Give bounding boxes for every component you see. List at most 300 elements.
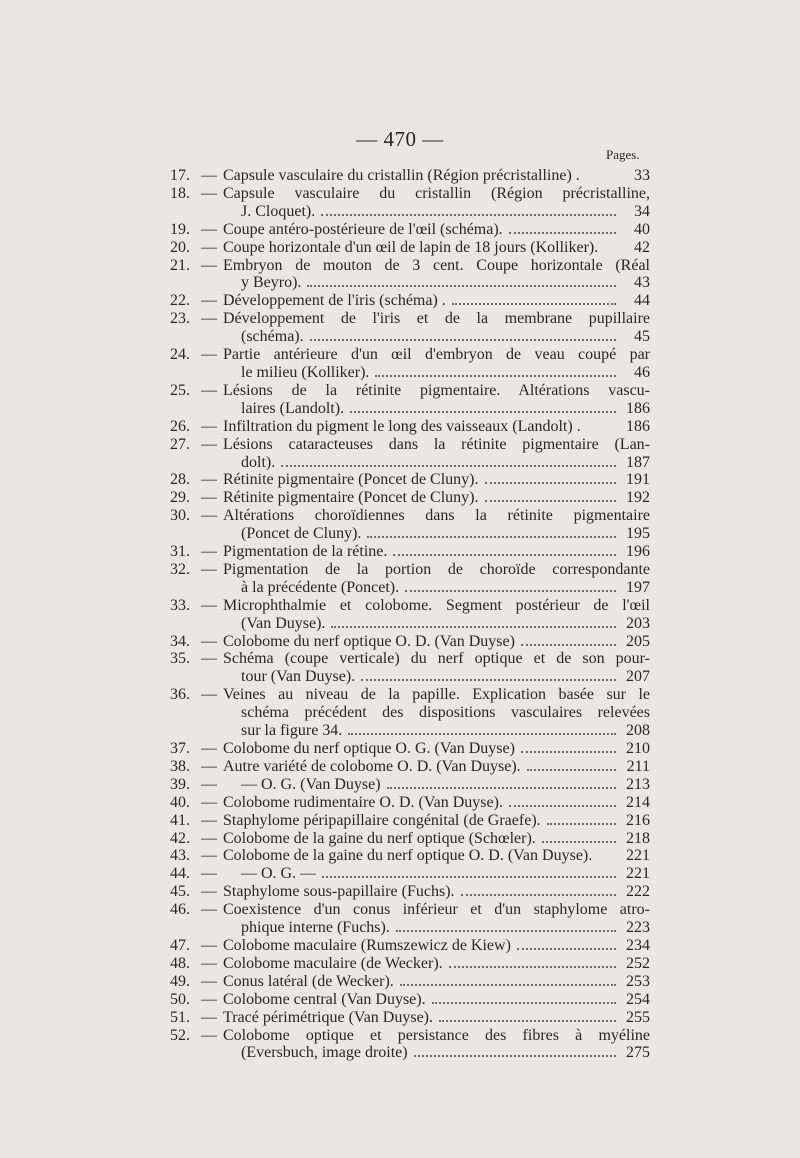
caption-line <box>223 830 650 848</box>
caption-line <box>223 776 650 794</box>
caption-text: Altérations choroïdiennes dans la rétinite pigmentaire <box>223 507 650 525</box>
figure-entry <box>170 1009 650 1027</box>
figure-caption <box>223 489 650 507</box>
figure-entry <box>170 865 650 883</box>
page-reference: 197 <box>626 578 650 596</box>
page-reference: 223 <box>626 919 650 937</box>
figure-entry <box>170 847 650 865</box>
figure-caption <box>223 239 650 257</box>
figure-entry <box>170 167 650 185</box>
entry-dash: — <box>201 346 217 364</box>
figure-number: 20. <box>170 238 190 256</box>
figure-caption <box>223 812 650 830</box>
figure-number: 28. <box>170 471 190 489</box>
figure-entry <box>170 543 650 561</box>
dot-leader <box>527 769 616 771</box>
figure-caption <box>223 955 650 973</box>
page-reference: 222 <box>626 883 650 901</box>
figure-caption <box>223 382 650 418</box>
page-reference: 187 <box>626 453 650 471</box>
figure-number: 35. <box>170 650 190 668</box>
figure-number: 52. <box>170 1026 190 1044</box>
caption-line <box>223 615 650 633</box>
entry-dash: — <box>201 972 217 990</box>
dot-leader <box>350 411 616 413</box>
figure-entry <box>170 185 650 221</box>
figure-number: 31. <box>170 543 190 561</box>
figure-number: 37. <box>170 740 190 757</box>
entry-dash: — <box>201 650 217 668</box>
caption-line <box>223 865 650 883</box>
caption-line <box>223 203 650 221</box>
caption-text: Coupe horizontale d'un œil de lapin de 18 jours (Kolliker). <box>223 238 599 256</box>
dot-leader <box>307 285 616 287</box>
caption-line <box>223 489 650 507</box>
caption-text: Colobome maculaire (de Wecker). <box>223 954 443 972</box>
figure-entry <box>170 1027 650 1063</box>
figure-entry <box>170 507 650 543</box>
caption-line <box>223 847 650 865</box>
caption-text: Développement de l'iris (schéma) . <box>223 292 446 310</box>
page-reference: 207 <box>626 668 650 686</box>
entry-dash: — <box>201 489 217 507</box>
figure-number: 44. <box>170 865 190 883</box>
caption-text: Colobome du nerf optique O. G. (Van Duyse) <box>223 740 515 757</box>
caption-line <box>223 740 650 758</box>
caption-text: Embryon de mouton de 3 cent. Coupe horizontale (Réal <box>223 256 650 274</box>
caption-text: Coupe antéro-postérieure de l'œil (schéma). <box>223 220 503 238</box>
entry-dash: — <box>201 220 217 238</box>
dot-leader <box>414 1055 616 1057</box>
figure-caption <box>223 1027 650 1063</box>
caption-text: Partie antérieure d'un œil d'embryon de veau coupé par <box>223 346 650 364</box>
caption-line <box>223 686 650 704</box>
page-reference: 253 <box>626 972 650 990</box>
page-number: — 470 — <box>356 127 444 151</box>
figure-caption <box>223 471 650 489</box>
figure-number: 21. <box>170 256 190 274</box>
caption-text: Conus latéral (de Wecker). <box>223 972 394 990</box>
figure-number: 18. <box>170 184 190 202</box>
figure-caption <box>223 830 650 848</box>
figure-caption <box>223 650 650 686</box>
caption-line <box>223 525 650 543</box>
figure-number: 38. <box>170 757 190 775</box>
page-reference: 221 <box>626 865 650 883</box>
caption-text: le milieu (Kolliker). <box>241 363 370 381</box>
page-reference: 195 <box>626 525 650 543</box>
dot-leader <box>310 339 616 341</box>
caption-line <box>223 812 650 830</box>
caption-text: (Eversbuch, image droite) <box>241 1044 408 1062</box>
figure-number: 41. <box>170 811 190 829</box>
page-reference: 218 <box>626 829 650 847</box>
caption-text: dolt). <box>241 453 276 471</box>
caption-line <box>223 973 650 991</box>
dot-leader <box>485 482 617 484</box>
caption-text: Coexistence d'un conus inférieur et d'un staphylome atro- <box>223 901 650 919</box>
entry-dash: — <box>201 740 217 757</box>
caption-line <box>223 1009 650 1027</box>
caption-line <box>223 597 650 615</box>
entry-dash: — <box>201 847 217 865</box>
caption-line <box>223 722 650 740</box>
figure-entry <box>170 597 650 633</box>
entry-dash: — <box>201 238 217 256</box>
figure-caption <box>223 543 650 561</box>
caption-text: Lésions cataracteuses dans la rétinite pigmentaire (Lan- <box>223 435 650 453</box>
figure-entry <box>170 955 650 973</box>
figure-entry <box>170 633 650 651</box>
figure-number: 43. <box>170 847 190 865</box>
page-reference: 275 <box>626 1044 650 1062</box>
page-reference: 214 <box>626 793 650 811</box>
figure-entry <box>170 489 650 507</box>
entry-dash: — <box>201 596 217 614</box>
caption-line <box>223 418 650 436</box>
entry-dash: — <box>201 793 217 811</box>
dot-leader <box>509 805 616 807</box>
caption-text: Colobome de la gaine du nerf optique (Schœler). <box>223 829 536 847</box>
figure-entry <box>170 418 650 436</box>
caption-line <box>223 919 650 937</box>
dot-leader <box>405 590 616 592</box>
caption-line <box>223 364 650 382</box>
figure-number: 49. <box>170 972 190 990</box>
caption-line <box>223 257 650 275</box>
caption-text: schéma précédent des dispositions vasculaires relevées <box>241 704 650 722</box>
caption-line <box>223 883 650 901</box>
dot-leader <box>393 554 616 556</box>
page-reference: 203 <box>626 614 650 632</box>
figure-caption <box>223 436 650 472</box>
figure-caption <box>223 973 650 991</box>
caption-line <box>223 346 650 364</box>
entry-dash: — <box>201 954 217 972</box>
caption-line <box>223 167 650 185</box>
figure-entry <box>170 561 650 597</box>
caption-text: Colobome central (Van Duyse). <box>223 990 426 1008</box>
entry-dash: — <box>201 883 217 901</box>
caption-text: à la précédente (Poncet). <box>241 578 400 596</box>
figure-number: 33. <box>170 596 190 614</box>
caption-line <box>223 901 650 919</box>
caption-text: Développement de l'iris et de la membrane pupillaire <box>223 310 650 328</box>
caption-text: Tracé périmétrique (Van Duyse). <box>223 1008 434 1026</box>
page-reference: 192 <box>626 489 650 507</box>
caption-line <box>223 579 650 597</box>
page-reference: 254 <box>626 990 650 1008</box>
caption-text: (Van Duyse). <box>241 614 326 632</box>
caption-line <box>223 328 650 346</box>
figure-entry <box>170 471 650 489</box>
figure-caption <box>223 991 650 1009</box>
caption-text: laires (Landolt). <box>241 399 345 417</box>
caption-text: Rétinite pigmentaire (Poncet de Cluny). <box>223 471 479 489</box>
figure-caption <box>223 776 650 794</box>
dot-leader <box>322 876 616 878</box>
caption-line <box>223 221 650 239</box>
figure-caption <box>223 937 650 955</box>
entry-dash: — <box>201 184 217 202</box>
page-reference: 33 <box>634 167 650 184</box>
figure-caption <box>223 292 650 310</box>
figure-number: 17. <box>170 167 190 184</box>
figure-number: 22. <box>170 292 190 310</box>
entry-dash: — <box>201 632 217 650</box>
entry-dash: — <box>201 775 217 793</box>
caption-line <box>223 382 650 400</box>
caption-line <box>223 507 650 525</box>
dot-leader <box>509 232 616 234</box>
figure-entry <box>170 382 650 418</box>
dot-leader <box>361 679 616 681</box>
figure-caption <box>223 561 650 597</box>
dot-leader <box>387 787 616 789</box>
caption-text: — O. G. — <box>241 865 317 883</box>
figure-number: 46. <box>170 901 190 919</box>
caption-text: sur la figure 34. <box>241 722 343 740</box>
figure-caption <box>223 865 650 883</box>
caption-text: Microphthalmie et colobome. Segment postérieur de l'œil <box>223 596 650 614</box>
figure-caption <box>223 1009 650 1027</box>
figure-entry <box>170 991 650 1009</box>
caption-line <box>223 185 650 203</box>
caption-line <box>223 274 650 292</box>
entry-dash: — <box>201 167 217 184</box>
entry-dash: — <box>201 381 217 399</box>
caption-line <box>223 454 650 472</box>
entry-dash: — <box>201 829 217 847</box>
page-reference: 191 <box>626 471 650 489</box>
figure-number: 34. <box>170 632 190 650</box>
page-reference: 205 <box>626 632 650 650</box>
figure-entry <box>170 830 650 848</box>
entry-dash: — <box>201 990 217 1008</box>
figure-caption <box>223 597 650 633</box>
figure-number: 45. <box>170 883 190 901</box>
caption-text: y Beyro). <box>241 274 302 292</box>
figure-number: 36. <box>170 686 190 704</box>
entry-dash: — <box>201 686 217 704</box>
dot-leader <box>452 303 616 305</box>
page-reference: 210 <box>626 740 650 757</box>
caption-line <box>223 292 650 310</box>
figure-caption <box>223 758 650 776</box>
figure-caption <box>223 418 650 436</box>
dot-leader <box>321 214 616 216</box>
figure-number: 39. <box>170 775 190 793</box>
caption-line <box>223 668 650 686</box>
figure-caption <box>223 185 650 221</box>
caption-line <box>223 436 650 454</box>
caption-line <box>223 1044 650 1062</box>
dot-leader <box>400 984 616 986</box>
caption-line <box>223 400 650 418</box>
page-reference: 46 <box>634 363 650 381</box>
page-reference: 186 <box>626 417 650 435</box>
dot-leader <box>461 894 616 896</box>
figure-number: 24. <box>170 346 190 364</box>
figure-entry <box>170 883 650 901</box>
caption-line <box>223 937 650 955</box>
caption-line <box>223 543 650 561</box>
caption-text: (schéma). <box>241 328 304 346</box>
caption-line <box>223 991 650 1009</box>
caption-text: — O. G. (Van Duyse) <box>241 775 381 793</box>
figure-caption <box>223 883 650 901</box>
caption-text: (Poncet de Cluny). <box>241 525 362 543</box>
caption-text: Colobome de la gaine du nerf optique O. D. (Van Duyse). <box>223 847 593 865</box>
caption-text: Autre variété de colobome O. D. (Van Duyse). <box>223 757 521 775</box>
dot-leader <box>439 1020 616 1022</box>
dot-leader <box>449 966 616 968</box>
dot-leader <box>547 823 616 825</box>
figure-entry <box>170 346 650 382</box>
entry-dash: — <box>201 543 217 561</box>
figure-caption <box>223 901 650 937</box>
figure-caption <box>223 686 650 740</box>
figure-entry <box>170 310 650 346</box>
page-reference: 186 <box>626 399 650 417</box>
figure-caption <box>223 221 650 239</box>
figure-number: 25. <box>170 381 190 399</box>
figure-number: 23. <box>170 310 190 328</box>
figure-entry <box>170 686 650 740</box>
caption-text: Staphylome péripapillaire congénital (de Graefe). <box>223 811 541 829</box>
caption-line <box>223 239 650 257</box>
caption-text: Veines au niveau de la papille. Explication basée sur le <box>223 686 650 704</box>
entry-dash: — <box>201 1026 217 1044</box>
caption-text: Colobome du nerf optique O. D. (Van Duyse) <box>223 632 515 650</box>
figure-entry <box>170 937 650 955</box>
caption-line <box>223 310 650 328</box>
figure-entry <box>170 436 650 472</box>
caption-text: Schéma (coupe verticale) du nerf optique et de son pour- <box>223 650 650 668</box>
caption-text: Pigmentation de la portion de choroïde correspondante <box>223 560 650 578</box>
entry-dash: — <box>201 507 217 525</box>
figure-number: 29. <box>170 489 190 507</box>
dot-leader <box>396 930 616 932</box>
caption-line <box>223 794 650 812</box>
page-reference: 34 <box>634 202 650 220</box>
figure-caption <box>223 633 650 651</box>
caption-text: Colobome rudimentaire O. D. (Van Duyse). <box>223 793 503 811</box>
caption-text: Colobome optique et persistance des fibres à myéline <box>223 1026 650 1044</box>
figure-number: 40. <box>170 793 190 811</box>
caption-line <box>223 650 650 668</box>
figure-number: 26. <box>170 417 190 435</box>
page-reference: 216 <box>626 811 650 829</box>
figure-entry <box>170 257 650 293</box>
entry-dash: — <box>201 1008 217 1026</box>
page-reference: 196 <box>626 543 650 561</box>
entry-dash: — <box>201 417 217 435</box>
page-reference: 234 <box>626 936 650 954</box>
caption-text: Pigmentation de la rétine. <box>223 543 388 561</box>
figure-number: 19. <box>170 220 190 238</box>
page-reference: 208 <box>626 722 650 740</box>
page-reference: 45 <box>634 328 650 346</box>
dot-leader <box>331 626 616 628</box>
page-reference: 213 <box>626 775 650 793</box>
entry-dash: — <box>201 757 217 775</box>
figure-number: 30. <box>170 507 190 525</box>
figure-entry <box>170 221 650 239</box>
dot-leader <box>521 644 616 646</box>
figure-entry <box>170 812 650 830</box>
figure-list <box>170 167 650 1062</box>
figure-number: 47. <box>170 936 190 954</box>
figure-number: 48. <box>170 954 190 972</box>
figure-entry <box>170 650 650 686</box>
entry-dash: — <box>201 901 217 919</box>
figure-number: 27. <box>170 435 190 453</box>
caption-line <box>223 471 650 489</box>
figure-caption <box>223 794 650 812</box>
dot-leader <box>367 536 616 538</box>
caption-text: J. Cloquet). <box>241 202 316 220</box>
caption-text: Colobome maculaire (Rumszewicz de Kiew) <box>223 936 511 954</box>
figure-caption <box>223 310 650 346</box>
figure-caption <box>223 257 650 293</box>
figure-entry <box>170 973 650 991</box>
caption-text: Capsule vasculaire du cristallin (Région précristalline) . <box>223 167 580 184</box>
dot-leader <box>375 375 616 377</box>
figure-entry <box>170 740 650 758</box>
caption-line <box>223 1027 650 1045</box>
figure-entry <box>170 776 650 794</box>
dot-leader <box>542 841 616 843</box>
figure-caption <box>223 740 650 758</box>
caption-text: Staphylome sous-papillaire (Fuchs). <box>223 883 455 901</box>
dot-leader <box>432 1002 616 1004</box>
entry-dash: — <box>201 310 217 328</box>
caption-line <box>223 955 650 973</box>
caption-text: Lésions de la rétinite pigmentaire. Altérations vascu- <box>223 381 650 399</box>
caption-text: tour (Van Duyse). <box>241 668 356 686</box>
figure-number: 32. <box>170 560 190 578</box>
caption-text: Capsule vasculaire du cristallin (Région précristalline, <box>223 184 650 202</box>
figure-entry <box>170 901 650 937</box>
entry-dash: — <box>201 936 217 954</box>
pages-column-header: Pages. <box>606 147 640 162</box>
caption-text: Infiltration du pigment le long des vaisseaux (Landolt) . <box>223 417 581 435</box>
dot-leader <box>281 465 616 467</box>
figure-caption <box>223 167 650 185</box>
dot-leader <box>485 500 617 502</box>
figure-entry <box>170 794 650 812</box>
caption-line <box>223 758 650 776</box>
page-reference: 44 <box>634 292 650 310</box>
entry-dash: — <box>201 471 217 489</box>
entry-dash: — <box>201 865 217 883</box>
dot-leader <box>517 948 616 950</box>
figure-caption <box>223 507 650 543</box>
page-reference: 252 <box>626 954 650 972</box>
page-reference: 211 <box>626 757 650 775</box>
page-reference: 40 <box>634 220 650 238</box>
figure-number: 42. <box>170 829 190 847</box>
dot-leader <box>521 751 616 753</box>
caption-line <box>223 561 650 579</box>
caption-line <box>223 633 650 651</box>
page-reference: 42 <box>634 238 650 256</box>
entry-dash: — <box>201 435 217 453</box>
page-reference: 43 <box>634 274 650 292</box>
figure-number: 51. <box>170 1008 190 1026</box>
caption-line <box>223 704 650 722</box>
